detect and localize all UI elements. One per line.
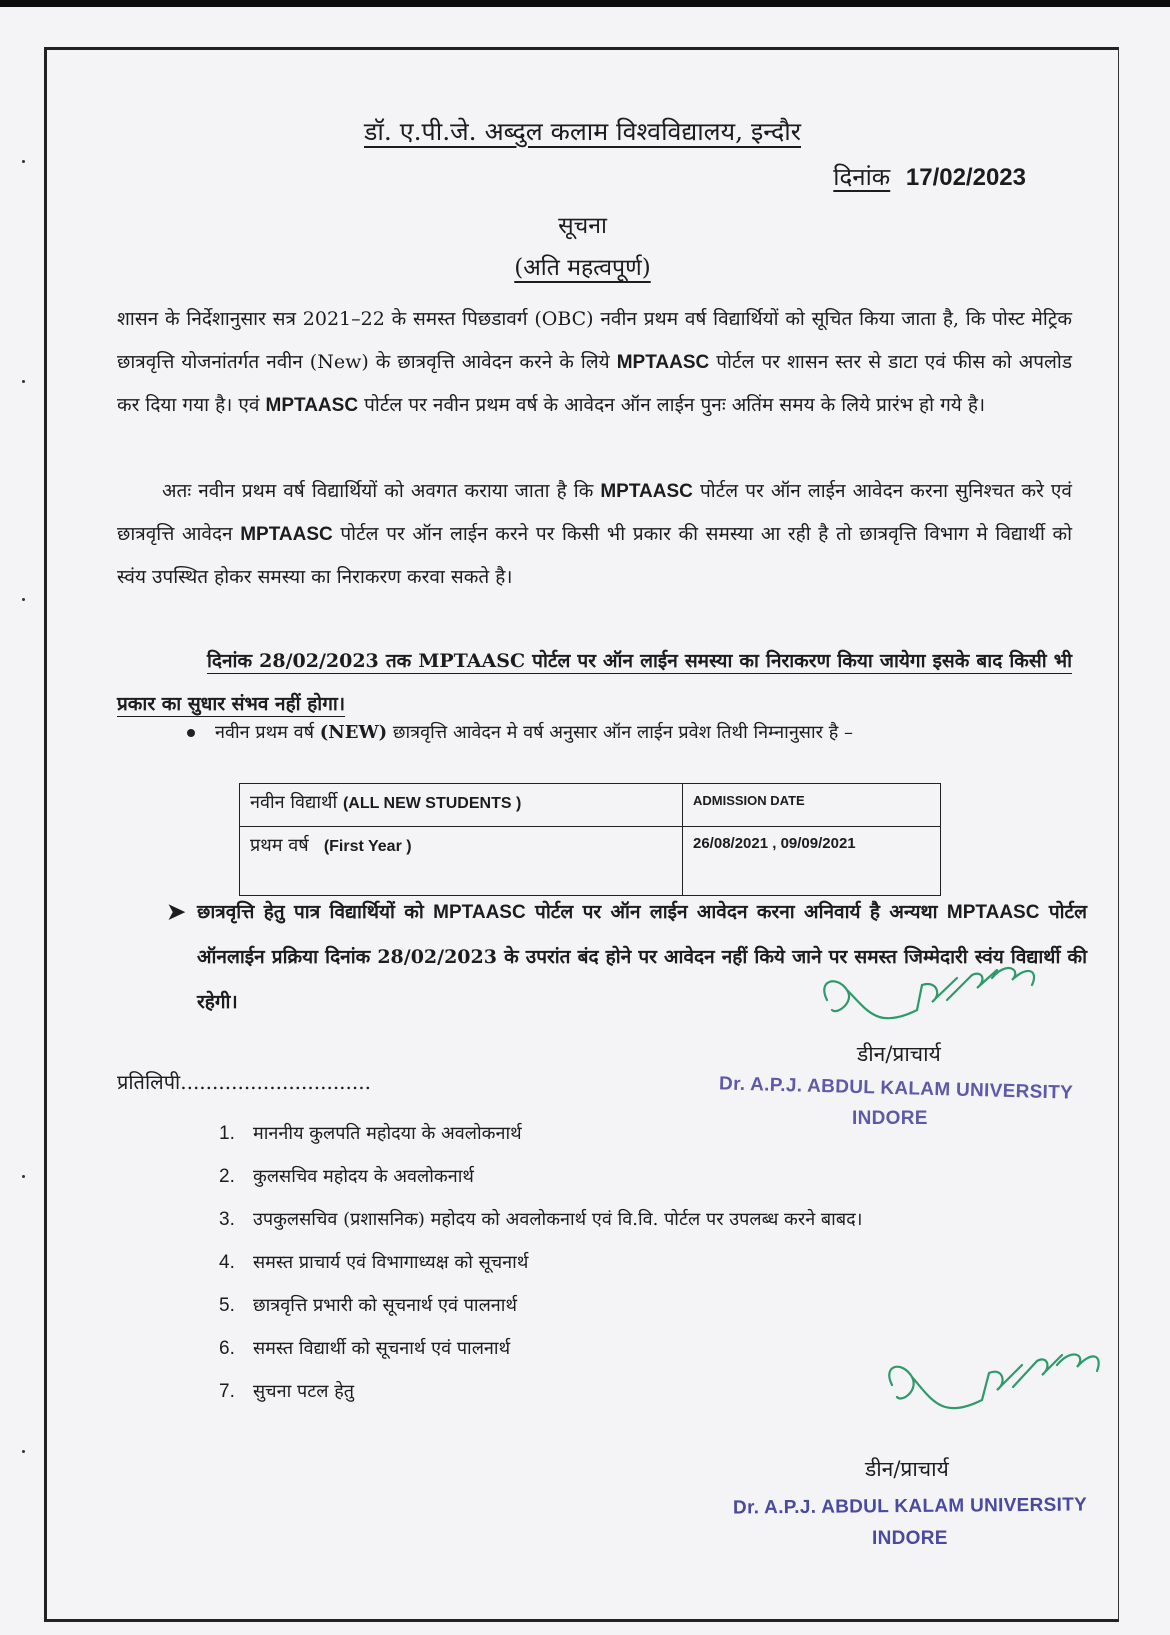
- text-run: पोर्टल पर शासन स्तर से डाटा एवं फीस को अपलोड कर दिया गया है। एवं: [117, 351, 1072, 416]
- list-number: 2.: [219, 1166, 235, 1187]
- text-run: (ALL NEW STUDENTS ): [342, 795, 522, 812]
- date-value: 17/02/2023: [905, 164, 1026, 191]
- text-run: नवीन प्रथम वर्ष: [215, 722, 320, 743]
- copy-to-label: प्रतिलिपी..............................: [117, 1070, 371, 1094]
- text-run: शासन के निर्देशानुसार सत्र 2021–22 के समस्त पिछडावर्ग (OBC) नवीन प्रथम वर्ष विद्यार्थियों को सूचित किया जाता है, कि पोस्ट मेट्रिक छात्रवृत्ति योजनांतर्गत नवीन (New) के छात्रवृत्ति आवेदन करने के लिये: [117, 308, 1072, 373]
- list-item: [219, 1161, 863, 1204]
- date-line: [833, 160, 1026, 193]
- table-cell: [683, 827, 941, 896]
- portal-name: MPTAASC: [946, 902, 1040, 923]
- list-item: [219, 1247, 863, 1290]
- text-run: पोर्टल पर ऑन लाईन आवेदन करना सुनिश्चत करे एवं छात्रवृत्ति आवेदन: [117, 480, 1072, 545]
- arrow-bullet-icon: ➤: [167, 899, 186, 925]
- text-run: पोर्टल पर ऑन लाईन आवेदन करना अनिवार्य है अन्यथा: [525, 901, 947, 923]
- list-number: 4.: [219, 1252, 235, 1273]
- list-item: [219, 1376, 863, 1419]
- university-stamp-2-city: INDORE: [872, 1528, 948, 1549]
- signature-1: [807, 940, 1047, 1050]
- margin-dot: [22, 598, 25, 601]
- list-text: कुलसचिव महोदय के अवलोकनार्थ: [253, 1166, 474, 1187]
- text-run: पोर्टल ऑनलाईन प्रक्रिया दिनांक 28/02/2023 के उपरांत बंद होने पर आवेदन नहीं किये जाने पर समस्त जिम्मेदारी स्वंय विद्यार्थी की रहेगी।: [197, 901, 1087, 1013]
- notice-subtitle: (अति महत्वपूर्ण): [514, 255, 651, 281]
- document-body: [47, 50, 1118, 1619]
- list-number: 5.: [219, 1295, 235, 1316]
- table-cell: [683, 784, 941, 827]
- text-run: नवीन विद्यार्थी: [250, 792, 343, 813]
- margin-dot: [22, 1175, 25, 1178]
- top-edge: [0, 0, 1170, 7]
- list-text: छात्रवृत्ति प्रभारी को सूचनार्थ एवं पालनार्थ: [253, 1295, 517, 1316]
- table-cell: [240, 784, 683, 827]
- admission-table: [239, 783, 941, 896]
- list-number: 3.: [219, 1209, 235, 1230]
- page-border: [44, 47, 1119, 1622]
- list-item: [219, 1333, 863, 1376]
- paragraph-1: [117, 298, 1072, 427]
- text-run: (First Year ): [323, 838, 412, 855]
- bullet-icon: [187, 729, 195, 737]
- list-number: 7.: [219, 1381, 235, 1402]
- text-run: पोर्टल पर नवीन प्रथम वर्ष के आवेदन ऑन लाईन पुनः अतिंम समय के लिये प्रारंभ हो गये है।: [358, 394, 986, 416]
- signature-2: [877, 1325, 1107, 1445]
- text-run: अतः नवीन प्रथम वर्ष विद्यार्थियों को अवगत कराया जाता है कि: [162, 480, 601, 502]
- university-heading: डॉ. ए.पी.जे. अब्दुल कलाम विश्वविद्यालय, इन्दौर: [364, 117, 801, 146]
- text-run: ADMISSION DATE: [693, 793, 805, 808]
- text-run: छात्रवृत्ति आवेदन मे वर्ष अनुसार ऑन लाईन प्रवेश तिथी निम्नानुसार है –: [387, 722, 853, 743]
- table-cell: [240, 827, 683, 896]
- list-text: उपकुलसचिव (प्रशासनिक) महोदय को अवलोकनार्थ एवं वि.वि. पोर्टल पर उपलब्ध करने बाबद।: [253, 1209, 863, 1230]
- university-stamp-1: Dr. A.P.J. ABDUL KALAM UNIVERSITY: [718, 1073, 1074, 1104]
- margin-dot: [22, 380, 25, 383]
- table-row: [240, 784, 941, 827]
- portal-name: MPTAASC: [600, 481, 693, 502]
- list-number: 6.: [219, 1338, 235, 1359]
- list-text: सुचना पटल हेतु: [253, 1381, 355, 1402]
- text-run: (NEW): [319, 722, 388, 743]
- university-stamp-2: Dr. A.P.J. ABDUL KALAM UNIVERSITY: [732, 1494, 1088, 1519]
- signatory-title-2: डीन/प्राचार्य: [865, 1457, 949, 1481]
- bullet-item: [187, 720, 853, 744]
- list-text: समस्त विद्यार्थी को सूचनार्थ एवं पालनार्थ: [253, 1338, 511, 1359]
- notice-title: सूचना: [558, 213, 607, 239]
- margin-dot: [22, 160, 25, 163]
- portal-name: MPTAASC: [433, 902, 526, 923]
- list-number: 1.: [219, 1123, 235, 1144]
- portal-name: MPTAASC: [616, 352, 710, 373]
- text-run: प्रथम वर्ष: [250, 835, 315, 856]
- paragraph-3-deadline: दिनांक 28/02/2023 तक MPTAASC पोर्टल पर ऑन लाईन समस्या का निराकरण किया जायेगा इसके बाद किसी भी प्रकार का सुधार संभव नहीं होगा।: [117, 650, 1072, 715]
- portal-name: MPTAASC: [240, 524, 333, 545]
- list-item: [219, 1204, 863, 1247]
- text-run: छात्रवृत्ति हेतु पात्र विद्यार्थियों को: [197, 901, 434, 923]
- paragraph-2: [117, 470, 1072, 599]
- list-item: [219, 1118, 863, 1161]
- list-text: समस्त प्राचार्य एवं विभागाध्यक्ष को सूचनार्थ: [253, 1252, 529, 1273]
- list-text: माननीय कुलपति महोदया के अवलोकनार्थ: [253, 1123, 522, 1144]
- signatory-title-1: डीन/प्राचार्य: [857, 1042, 941, 1066]
- table-row: [240, 827, 941, 896]
- copy-list: [219, 1118, 863, 1419]
- university-stamp-1-city: INDORE: [852, 1108, 928, 1129]
- text-run: 26/08/2021 , 09/09/2021: [693, 835, 856, 852]
- portal-name: MPTAASC: [265, 395, 359, 416]
- list-item: [219, 1290, 863, 1333]
- date-label: दिनांक: [833, 163, 891, 191]
- text-run: पोर्टल पर ऑन लाईन करने पर किसी भी प्रकार की समस्या आ रही है तो छात्रवृत्ति विभाग मे विद्यार्थी को स्वंय उपस्थित होकर समस्या का निराकरण करवा सकते है।: [117, 523, 1072, 588]
- margin-dot: [22, 1450, 25, 1453]
